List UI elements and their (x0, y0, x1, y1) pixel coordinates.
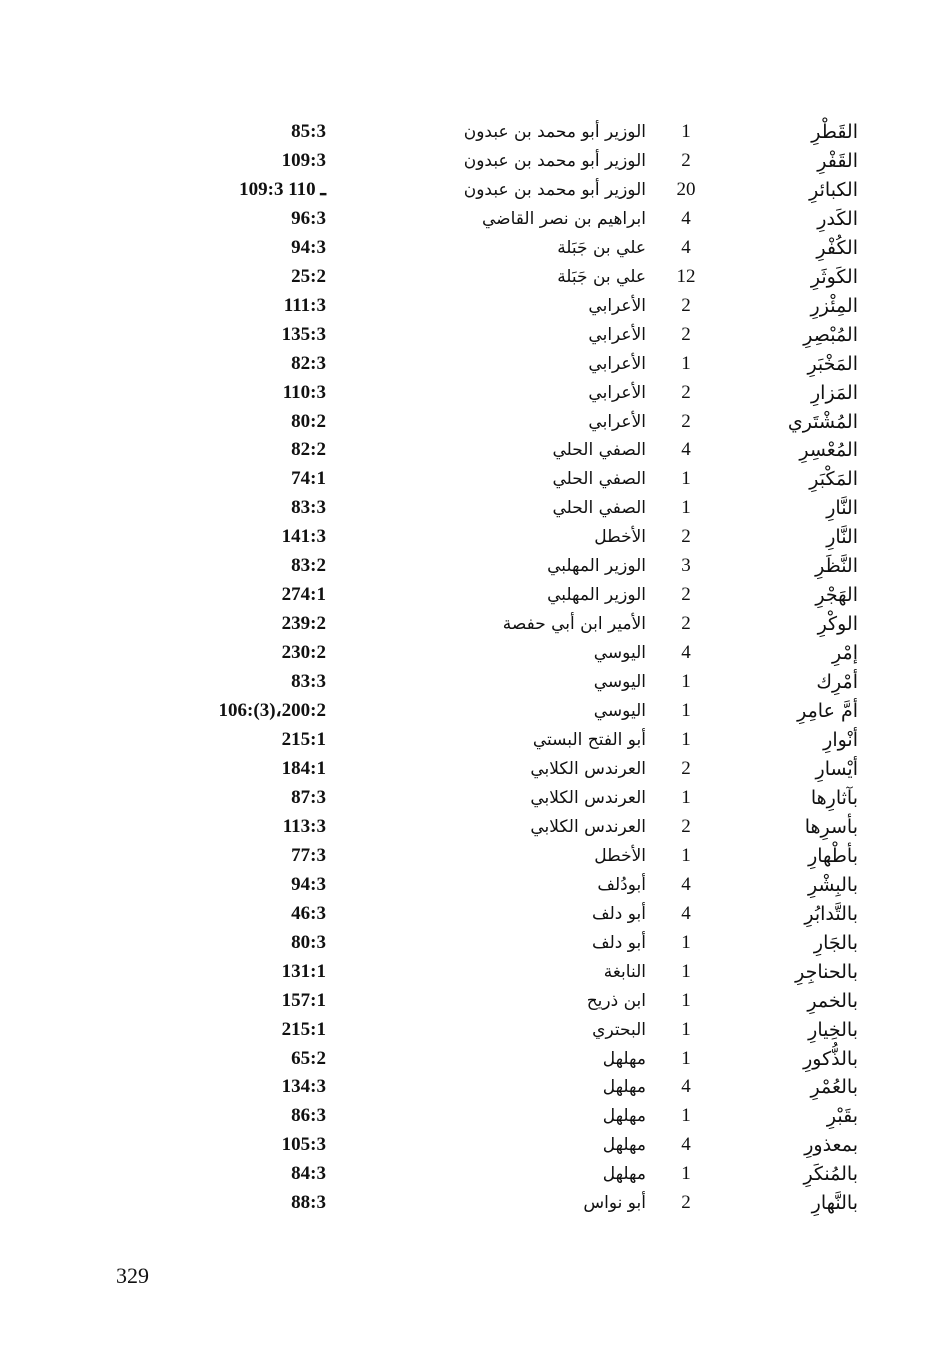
volume-page-reference: 215:1 (281, 1018, 326, 1040)
index-row (0, 494, 942, 523)
index-row (0, 552, 942, 581)
rhyme-word: الوكْرِ (817, 613, 858, 636)
poet-name: مهلهل (602, 1135, 646, 1156)
rhyme-word: النَّارِ (826, 497, 858, 520)
rhyme-word: بأسرِها (804, 815, 858, 838)
volume-page-reference: 80:3 (291, 931, 326, 953)
poet-name: العرندس الكلابي (530, 787, 646, 808)
volume-page-reference: 46:3 (291, 902, 326, 924)
poet-name: الوزير أبو محمد بن عبدون (463, 179, 646, 200)
rhyme-word: الكَوثَرِ (810, 265, 858, 288)
verse-count: 2 (681, 149, 691, 171)
poet-name: الوزير المهلبي (547, 556, 646, 577)
volume-page-reference: 111:3 (283, 294, 326, 316)
volume-page-reference: 109:3 (281, 149, 326, 171)
rhyme-word: بآثارِها (810, 786, 858, 809)
rhyme-word: بالخِيارِ (808, 1018, 858, 1041)
volume-page-reference: 80:2 (291, 410, 326, 432)
poet-name: مهلهل (602, 1048, 646, 1069)
volume-page-reference: 106:(3)،200:2 (218, 700, 326, 722)
poet-name: العرندس الكلابي (530, 758, 646, 779)
volume-page-reference: 83:3 (291, 671, 326, 693)
index-row (0, 610, 942, 639)
rhyme-word: المُشْتَري (787, 410, 858, 433)
volume-page-reference: 109:3 ـ 110 (239, 178, 326, 200)
rhyme-word: بأطْهارِ (808, 844, 858, 867)
index-row (0, 292, 942, 321)
volume-page-reference: 84:3 (291, 1163, 326, 1185)
index-row (0, 581, 942, 610)
verse-count: 2 (681, 410, 691, 432)
poet-name: الصفي الحلي (552, 498, 646, 519)
volume-page-reference: 65:2 (291, 1047, 326, 1069)
rhyme-word: المُعْسِرِ (799, 439, 858, 462)
volume-page-reference: 215:1 (281, 729, 326, 751)
verse-count: 4 (681, 236, 691, 258)
index-row (0, 639, 942, 668)
volume-page-reference: 157:1 (281, 989, 326, 1011)
poet-name: البحتري (592, 1019, 646, 1040)
index-row (0, 523, 942, 552)
rhyme-word: أمْرِك (816, 671, 858, 694)
rhyme-word: الكَدرِ (817, 207, 858, 230)
index-row (0, 784, 942, 813)
index-row (0, 668, 942, 697)
index-row (0, 176, 942, 205)
index-row (0, 726, 942, 755)
verse-count: 2 (681, 526, 691, 548)
volume-page-reference: 96:3 (291, 207, 326, 229)
poet-name: مهلهل (602, 1077, 646, 1098)
verse-count: 1 (681, 844, 691, 866)
index-row (0, 234, 942, 263)
poet-name: الأعرابي (588, 353, 646, 374)
index-row (0, 1131, 942, 1160)
rhyme-word: المُبْصِرِ (803, 323, 858, 346)
verse-count: 1 (681, 671, 691, 693)
volume-page-reference: 141:3 (281, 526, 326, 548)
index-row (0, 118, 942, 147)
verse-count: 2 (681, 294, 691, 316)
verse-count: 1 (681, 786, 691, 808)
volume-page-reference: 77:3 (291, 844, 326, 866)
rhyme-word: بالبِشْرِ (807, 873, 858, 896)
rhyme-word: أنْوارِ (823, 729, 858, 752)
rhyme-word: القَطْرِ (811, 121, 858, 143)
rhyme-word: بقَبْرِ (826, 1105, 858, 1128)
poet-name: الأعرابي (588, 411, 646, 432)
volume-page-reference: 274:1 (281, 584, 326, 606)
volume-page-reference: 25:2 (291, 265, 326, 287)
volume-page-reference: 82:2 (291, 439, 326, 461)
volume-page-reference: 82:3 (291, 352, 326, 374)
index-row (0, 842, 942, 871)
verse-count: 1 (681, 700, 691, 722)
poet-name: اليوسي (593, 643, 646, 664)
index-table (0, 118, 942, 1218)
verse-count: 2 (681, 815, 691, 837)
rhyme-word: بالذُّكورِ (803, 1047, 858, 1070)
verse-count: 1 (681, 989, 691, 1011)
poet-name: علي بن جَبَلة (557, 266, 646, 287)
verse-count: 1 (681, 352, 691, 374)
verse-count: 4 (681, 1134, 691, 1156)
index-row (0, 321, 942, 350)
verse-count: 1 (681, 960, 691, 982)
index-row (0, 697, 942, 726)
volume-page-reference: 86:3 (291, 1105, 326, 1127)
poet-name: مهلهل (602, 1106, 646, 1127)
index-row (0, 350, 942, 379)
poet-name: النابغة (603, 961, 646, 982)
index-row (0, 408, 942, 437)
volume-page-reference: 87:3 (291, 786, 326, 808)
verse-count: 4 (681, 873, 691, 895)
verse-count: 4 (681, 1076, 691, 1098)
poet-name: اليوسي (593, 672, 646, 693)
index-row (0, 379, 942, 408)
poet-name: أبودُلف (597, 874, 646, 895)
index-row (0, 465, 942, 494)
verse-count: 1 (681, 1105, 691, 1127)
rhyme-word: بالخمرِ (807, 989, 858, 1012)
rhyme-word: القَفْرِ (817, 149, 858, 172)
index-row (0, 147, 942, 176)
poet-name: الأخطل (594, 845, 646, 866)
verse-count: 1 (681, 1163, 691, 1185)
volume-page-reference: 85:3 (291, 121, 326, 142)
index-row (0, 871, 942, 900)
index-row (0, 436, 942, 465)
index-row (0, 1189, 942, 1218)
poet-name: الصفي الحلي (552, 469, 646, 490)
index-row (0, 263, 942, 292)
rhyme-word: أيْسارِ (815, 757, 858, 780)
rhyme-word: الكُفْرِ (816, 236, 858, 259)
poet-name: الصفي الحلي (552, 440, 646, 461)
poet-name: الوزير المهلبي (547, 585, 646, 606)
rhyme-word: المَزارِ (811, 381, 858, 404)
volume-page-reference: 239:2 (281, 613, 326, 635)
rhyme-word: الكبائرِ (809, 178, 858, 201)
verse-count: 1 (681, 121, 691, 142)
rhyme-word: بالحناجِرِ (795, 960, 858, 983)
rhyme-word: المِئْزرِ (810, 294, 858, 317)
verse-count: 1 (681, 468, 691, 490)
volume-page-reference: 184:1 (281, 757, 326, 779)
poet-name: علي بن جَبَلة (557, 237, 646, 258)
rhyme-word: النَّظَرِ (815, 555, 858, 578)
rhyme-word: بالعُمْرِ (810, 1076, 858, 1099)
index-row (0, 1073, 942, 1102)
verse-count: 1 (681, 497, 691, 519)
volume-page-reference: 230:2 (281, 642, 326, 664)
verse-count: 2 (681, 757, 691, 779)
rhyme-word: بالمُنكَرِ (803, 1163, 858, 1186)
index-row (0, 1102, 942, 1131)
index-row (0, 1045, 942, 1074)
verse-count: 1 (681, 1018, 691, 1040)
volume-page-reference: 88:3 (291, 1192, 326, 1214)
verse-count: 2 (681, 323, 691, 345)
index-row (0, 900, 942, 929)
volume-page-reference: 105:3 (281, 1134, 326, 1156)
poet-name: أبو دلف (592, 932, 646, 953)
verse-count: 1 (681, 729, 691, 751)
index-row (0, 755, 942, 784)
index-row (0, 1016, 942, 1045)
poet-name: الوزير أبو محمد بن عبدون (463, 150, 646, 171)
rhyme-word: بالجَارِ (813, 931, 858, 954)
poet-name: الأمير ابن أبي حفصة (502, 614, 646, 635)
verse-count: 20 (676, 178, 696, 200)
verse-count: 1 (681, 1047, 691, 1069)
rhyme-word: المَكْبَرِ (809, 468, 858, 491)
volume-page-reference: 131:1 (281, 960, 326, 982)
poet-name: مهلهل (602, 1164, 646, 1185)
poet-name: أبو دلف (592, 903, 646, 924)
verse-count: 1 (681, 931, 691, 953)
verse-count: 2 (681, 1192, 691, 1214)
rhyme-word: بالنَّهارِ (811, 1192, 858, 1215)
rhyme-word: النَّارِ (826, 526, 858, 549)
verse-count: 4 (681, 207, 691, 229)
rhyme-word: بمعذورِ (804, 1134, 858, 1157)
poet-name: الأعرابي (588, 382, 646, 403)
index-row (0, 1160, 942, 1189)
volume-page-reference: 94:3 (291, 236, 326, 258)
rhyme-word: أمَّ عامِرِ (797, 700, 858, 723)
volume-page-reference: 74:1 (291, 468, 326, 490)
poet-name: أبو الفتح البستي (532, 730, 646, 751)
page-number: 329 (116, 1263, 149, 1288)
poet-name: ابراهيم بن نصر القاضي (482, 208, 646, 229)
rhyme-word: بالتَّدابُرِ (804, 902, 858, 925)
index-row (0, 929, 942, 958)
verse-count: 2 (681, 584, 691, 606)
volume-page-reference: 110:3 (282, 381, 326, 403)
rhyme-word: المَخْبَرِ (807, 352, 858, 375)
poet-name: الوزير أبو محمد بن عبدون (463, 122, 646, 142)
volume-page-reference: 94:3 (291, 873, 326, 895)
verse-count: 2 (681, 613, 691, 635)
volume-page-reference: 135:3 (281, 323, 326, 345)
index-row (0, 205, 942, 234)
poet-name: الأخطل (594, 527, 646, 548)
verse-count: 12 (676, 265, 696, 287)
verse-count: 4 (681, 439, 691, 461)
verse-count: 2 (681, 381, 691, 403)
index-row (0, 958, 942, 987)
rhyme-word: الهَجْرِ (815, 584, 858, 607)
volume-page-reference: 134:3 (281, 1076, 326, 1098)
index-row (0, 987, 942, 1016)
poet-name: الأعرابي (588, 324, 646, 345)
verse-count: 3 (681, 555, 691, 577)
poet-name: الأعرابي (588, 295, 646, 316)
poet-name: اليوسي (593, 701, 646, 722)
index-row (0, 813, 942, 842)
volume-page-reference: 83:3 (291, 497, 326, 519)
volume-page-reference: 113:3 (282, 815, 326, 837)
verse-count: 4 (681, 902, 691, 924)
poet-name: العرندس الكلابي (530, 816, 646, 837)
volume-page-reference: 83:2 (291, 555, 326, 577)
rhyme-word: إمْرِ (832, 642, 858, 665)
poet-name: أبو نواس (583, 1193, 646, 1214)
verse-count: 4 (681, 642, 691, 664)
poet-name: ابن ذريح (586, 990, 646, 1011)
